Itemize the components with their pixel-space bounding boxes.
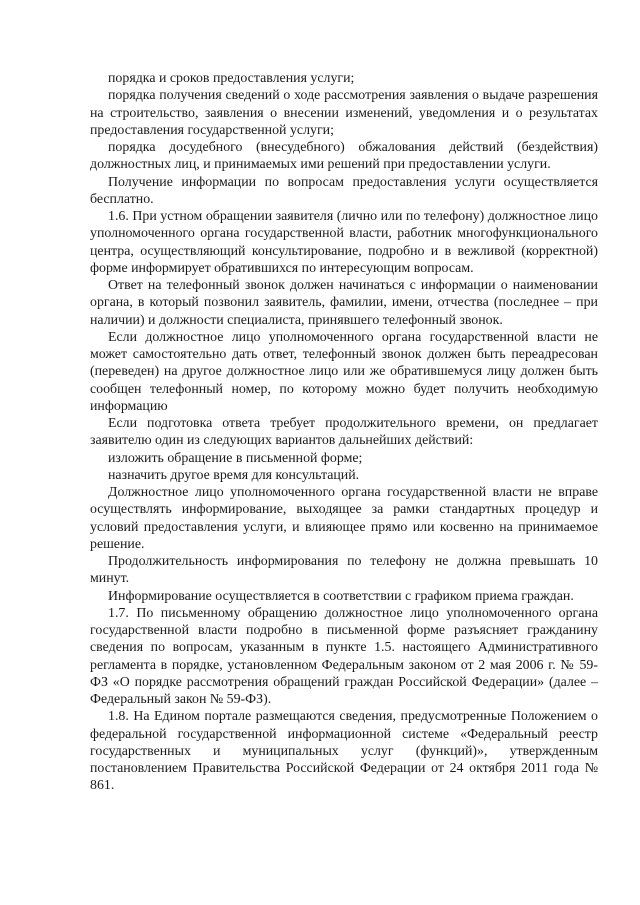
paragraph-2: порядка получения сведений о ходе рассмотрения заявления о выдаче разрешения на строительство, заявления о внесении изменений, уведомления и о результатах предоставления государственной услуги; — [90, 88, 598, 138]
paragraph-5: 1.6. При устном обращении заявителя (лично или по телефону) должностное лицо уполномоченного органа государственной власти, работник многофункционального центра, осуществляющий консультирование, подробно и в вежливой (корректной) форме информирует обратившихся по интересующим вопросам. — [90, 209, 598, 276]
paragraph-15: 1.8. На Едином портале размещаются сведения, предусмотренные Положением о федеральной государственной информационной системе «Федеральный реестр государственных и муниципальных услуг (функций)», утвержденным постановлением Правительства Российской Федерации от 24 октября 2011 года № 861. — [90, 709, 598, 794]
paragraph-7: Если должностное лицо уполномоченного органа государственной власти не может самостоятельно дать ответ, телефонный звонок должен быть переадресован (переведен) на другое должностное лицо или же обратившемуся лицу должен быть сообщен телефонный номер, по которому можно будет получить необходимую информацию — [90, 329, 598, 414]
paragraph-8: Если подготовка ответа требует продолжительного времени, он предлагает заявителю один из следующих вариантов дальнейших действий: — [90, 416, 598, 449]
paragraph-11: Должностное лицо уполномоченного органа государственной власти не вправе осуществлять информирование, выходящее за рамки стандартных процедур и условий предоставления услуги, и влияющее прямо или косвенно на принимаемое решение. — [90, 485, 598, 552]
paragraph-9: изложить обращение в письменной форме; — [108, 450, 363, 466]
paragraph-10: назначить другое время для консультаций. — [108, 467, 360, 483]
paragraph-12: Продолжительность информирования по телефону не должна превышать 10 минут. — [90, 554, 598, 587]
document-body — [90, 70, 598, 795]
paragraph-14: 1.7. По письменному обращению должностное лицо уполномоченного органа государственной власти подробно в письменной форме разъясняет гражданину сведения по вопросам, указанным в пункте 1.5. настоящего Административного регламента в порядке, установленном Федеральным законом от 2 мая 2006 г. № 59-ФЗ «О порядке рассмотрения обращений граждан Российской Федерации» (далее – Федеральный закон № 59-ФЗ). — [90, 605, 598, 707]
paragraph-1: порядка и сроков предоставления услуги; — [108, 71, 355, 86]
paragraph-6: Ответ на телефонный звонок должен начинаться с информации о наименовании органа, в который позвонил заявитель, фамилии, имени, отчества (последнее – при наличии) и должности специалиста, принявшего телефонный звонок. — [90, 278, 598, 328]
paragraph-13: Информирование осуществляется в соответствии с графиком приема граждан. — [108, 588, 574, 604]
paragraph-3: порядка досудебного (внесудебного) обжалования действий (бездействия) должностных лиц, и принимаемых ими решений при предоставлении услуги. — [90, 140, 598, 173]
paragraph-4: Получение информации по вопросам предоставления услуги осуществляется бесплатно. — [90, 174, 598, 207]
